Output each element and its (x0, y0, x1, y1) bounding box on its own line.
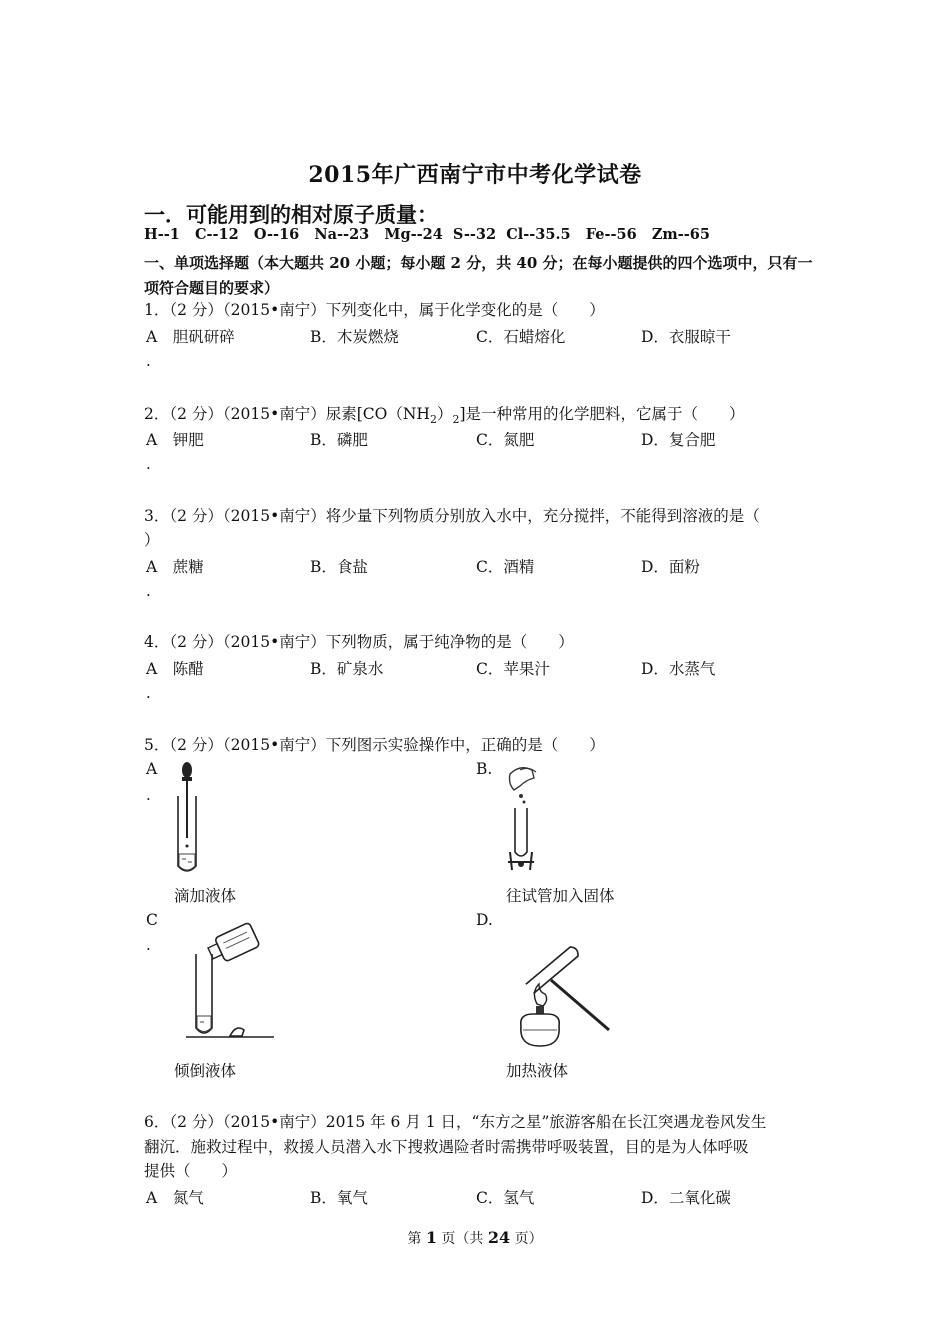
hand (510, 768, 535, 790)
heat-liquid-figure (505, 926, 615, 1052)
liquid (179, 854, 195, 870)
dropper-collar (182, 777, 192, 781)
test-tube (526, 945, 580, 993)
question-3-option-b: B．食盐 (310, 558, 368, 576)
question-5-stem: 5．（2 分）（2015•南宁）下列图示实验操作中，正确的是（ ） (144, 736, 605, 754)
solid-particle (523, 801, 526, 804)
footer-total-pages: 24 (487, 1228, 511, 1247)
question-2-stem-pre: 2．（2 分）（2015•南宁）尿素[CO（NH (144, 405, 430, 423)
bottle-neck (208, 944, 222, 959)
dropper-test-tube-figure (160, 758, 240, 880)
question-2-stem (144, 402, 745, 426)
question-2-stem-mid: ） (436, 405, 453, 423)
add-solid-figure (490, 760, 560, 878)
page-footer (0, 1228, 950, 1248)
question-6-stem-line3: 提供（ ） (144, 1162, 238, 1180)
question-3-option-a: A 蔗糖 (146, 558, 204, 576)
question-3-stem-line2: ） (144, 531, 160, 549)
section-heading: 一．可能用到的相对原子质量： (144, 202, 438, 227)
holder-screw (518, 861, 524, 867)
question-5-option-c-caption: 倾倒液体 (174, 1062, 237, 1080)
pour-liquid-figure (180, 920, 280, 1042)
question-6-stem-line1: 6．（2 分）（2015•南宁）2015 年 6 月 1 日，“东方之星”旅游客船在长江突遇龙卷风发生 (144, 1113, 767, 1131)
question-1-option-d: D．衣服晾干 (641, 328, 731, 346)
footer-prefix: 第 (407, 1231, 426, 1247)
question-1-option-a: A 胆矾研碎 (146, 328, 235, 346)
drop (186, 845, 189, 848)
question-5-option-d-caption: 加热液体 (506, 1062, 569, 1080)
option-dot: . (146, 582, 151, 600)
part-heading: 一、单项选择题（本大题共 20 小题；每小题 2 分，共 40 分；在每小题提供的四个选项中，只有一项符合题目的要求） (144, 254, 813, 297)
footer-page-number: 1 (425, 1228, 437, 1247)
question-2-option-d: D．复合肥 (641, 431, 716, 449)
question-2-subscript: 2 (452, 413, 460, 427)
question-5-option-d-label: D. (476, 911, 493, 929)
question-3-option-d: D．面粉 (641, 558, 700, 576)
question-5-option-a-label: A (146, 760, 158, 778)
question-1-stem: 1．（2 分）（2015•南宁）下列变化中，属于化学变化的是（ ） (144, 301, 605, 319)
question-4-option-c: C．苹果汁 (476, 660, 550, 678)
question-6-option-c: C．氢气 (476, 1189, 535, 1207)
option-dot: . (146, 936, 151, 954)
footer-mid: 页（共 (436, 1231, 488, 1247)
question-3-stem-line1: 3．（2 分）（2015•南宁）将少量下列物质分别放入水中，充分搅拌，不能得到溶液的是（ (144, 507, 760, 525)
question-4-option-b: B．矿泉水 (310, 660, 384, 678)
option-dot: . (146, 786, 151, 804)
liquid (197, 1016, 211, 1032)
option-dot: . (146, 455, 151, 473)
solid-particle (519, 794, 523, 798)
question-5-option-c-label: C (146, 911, 158, 929)
question-4-option-a: A 陈醋 (146, 660, 204, 678)
question-1-option-b: B．木炭燃烧 (310, 328, 399, 346)
question-6-option-d: D．二氧化碳 (641, 1189, 731, 1207)
question-5-option-a-caption: 滴加液体 (174, 887, 237, 905)
question-2-option-a: A 钾肥 (146, 431, 204, 449)
option-dot: . (146, 684, 151, 702)
question-2-option-b: B．磷肥 (310, 431, 368, 449)
finger (520, 768, 536, 772)
bottle-label-line (226, 937, 250, 948)
test-tube (515, 808, 527, 856)
question-4-stem: 4．（2 分）（2015•南宁）下列物质，属于纯净物的是（ ） (144, 633, 574, 651)
question-5-option-b-label: B. (476, 760, 493, 778)
test-tube (196, 954, 212, 1033)
question-1-option-c: C．石蜡熔化 (476, 328, 566, 346)
atomic-masses-line: H--1 C--12 O--16 Na--23 Mg--24 S--32 Cl--35.5 Fe--56 Zm--65 (144, 226, 710, 243)
question-6-option-b: B．氧气 (310, 1189, 368, 1207)
question-2-subscript: 2 (429, 413, 437, 427)
lamp-wick (536, 1006, 544, 1014)
dropper-bulb (182, 762, 192, 778)
page-title: 2015年广西南宁市中考化学试卷 (308, 162, 642, 188)
bottle-stopper (230, 1028, 244, 1036)
question-6-option-a: A 氮气 (146, 1189, 204, 1207)
reagent-bottle (215, 922, 260, 962)
question-3-option-c: C．酒精 (476, 558, 535, 576)
question-2-option-c: C．氮肥 (476, 431, 535, 449)
question-5-option-b-caption: 往试管加入固体 (506, 887, 615, 905)
question-2-stem-post: ]是一种常用的化学肥料，它属于（ ） (459, 405, 745, 423)
question-4-option-d: D．水蒸气 (641, 660, 716, 678)
option-dot: . (146, 352, 151, 370)
bottle-label-line (223, 932, 247, 943)
footer-suffix: 页） (510, 1231, 543, 1247)
question-6-stem-line2: 翻沉．施救过程中，救援人员潜入水下搜救遇险者时需携带呼吸装置，目的是为人体呼吸 (144, 1138, 749, 1156)
